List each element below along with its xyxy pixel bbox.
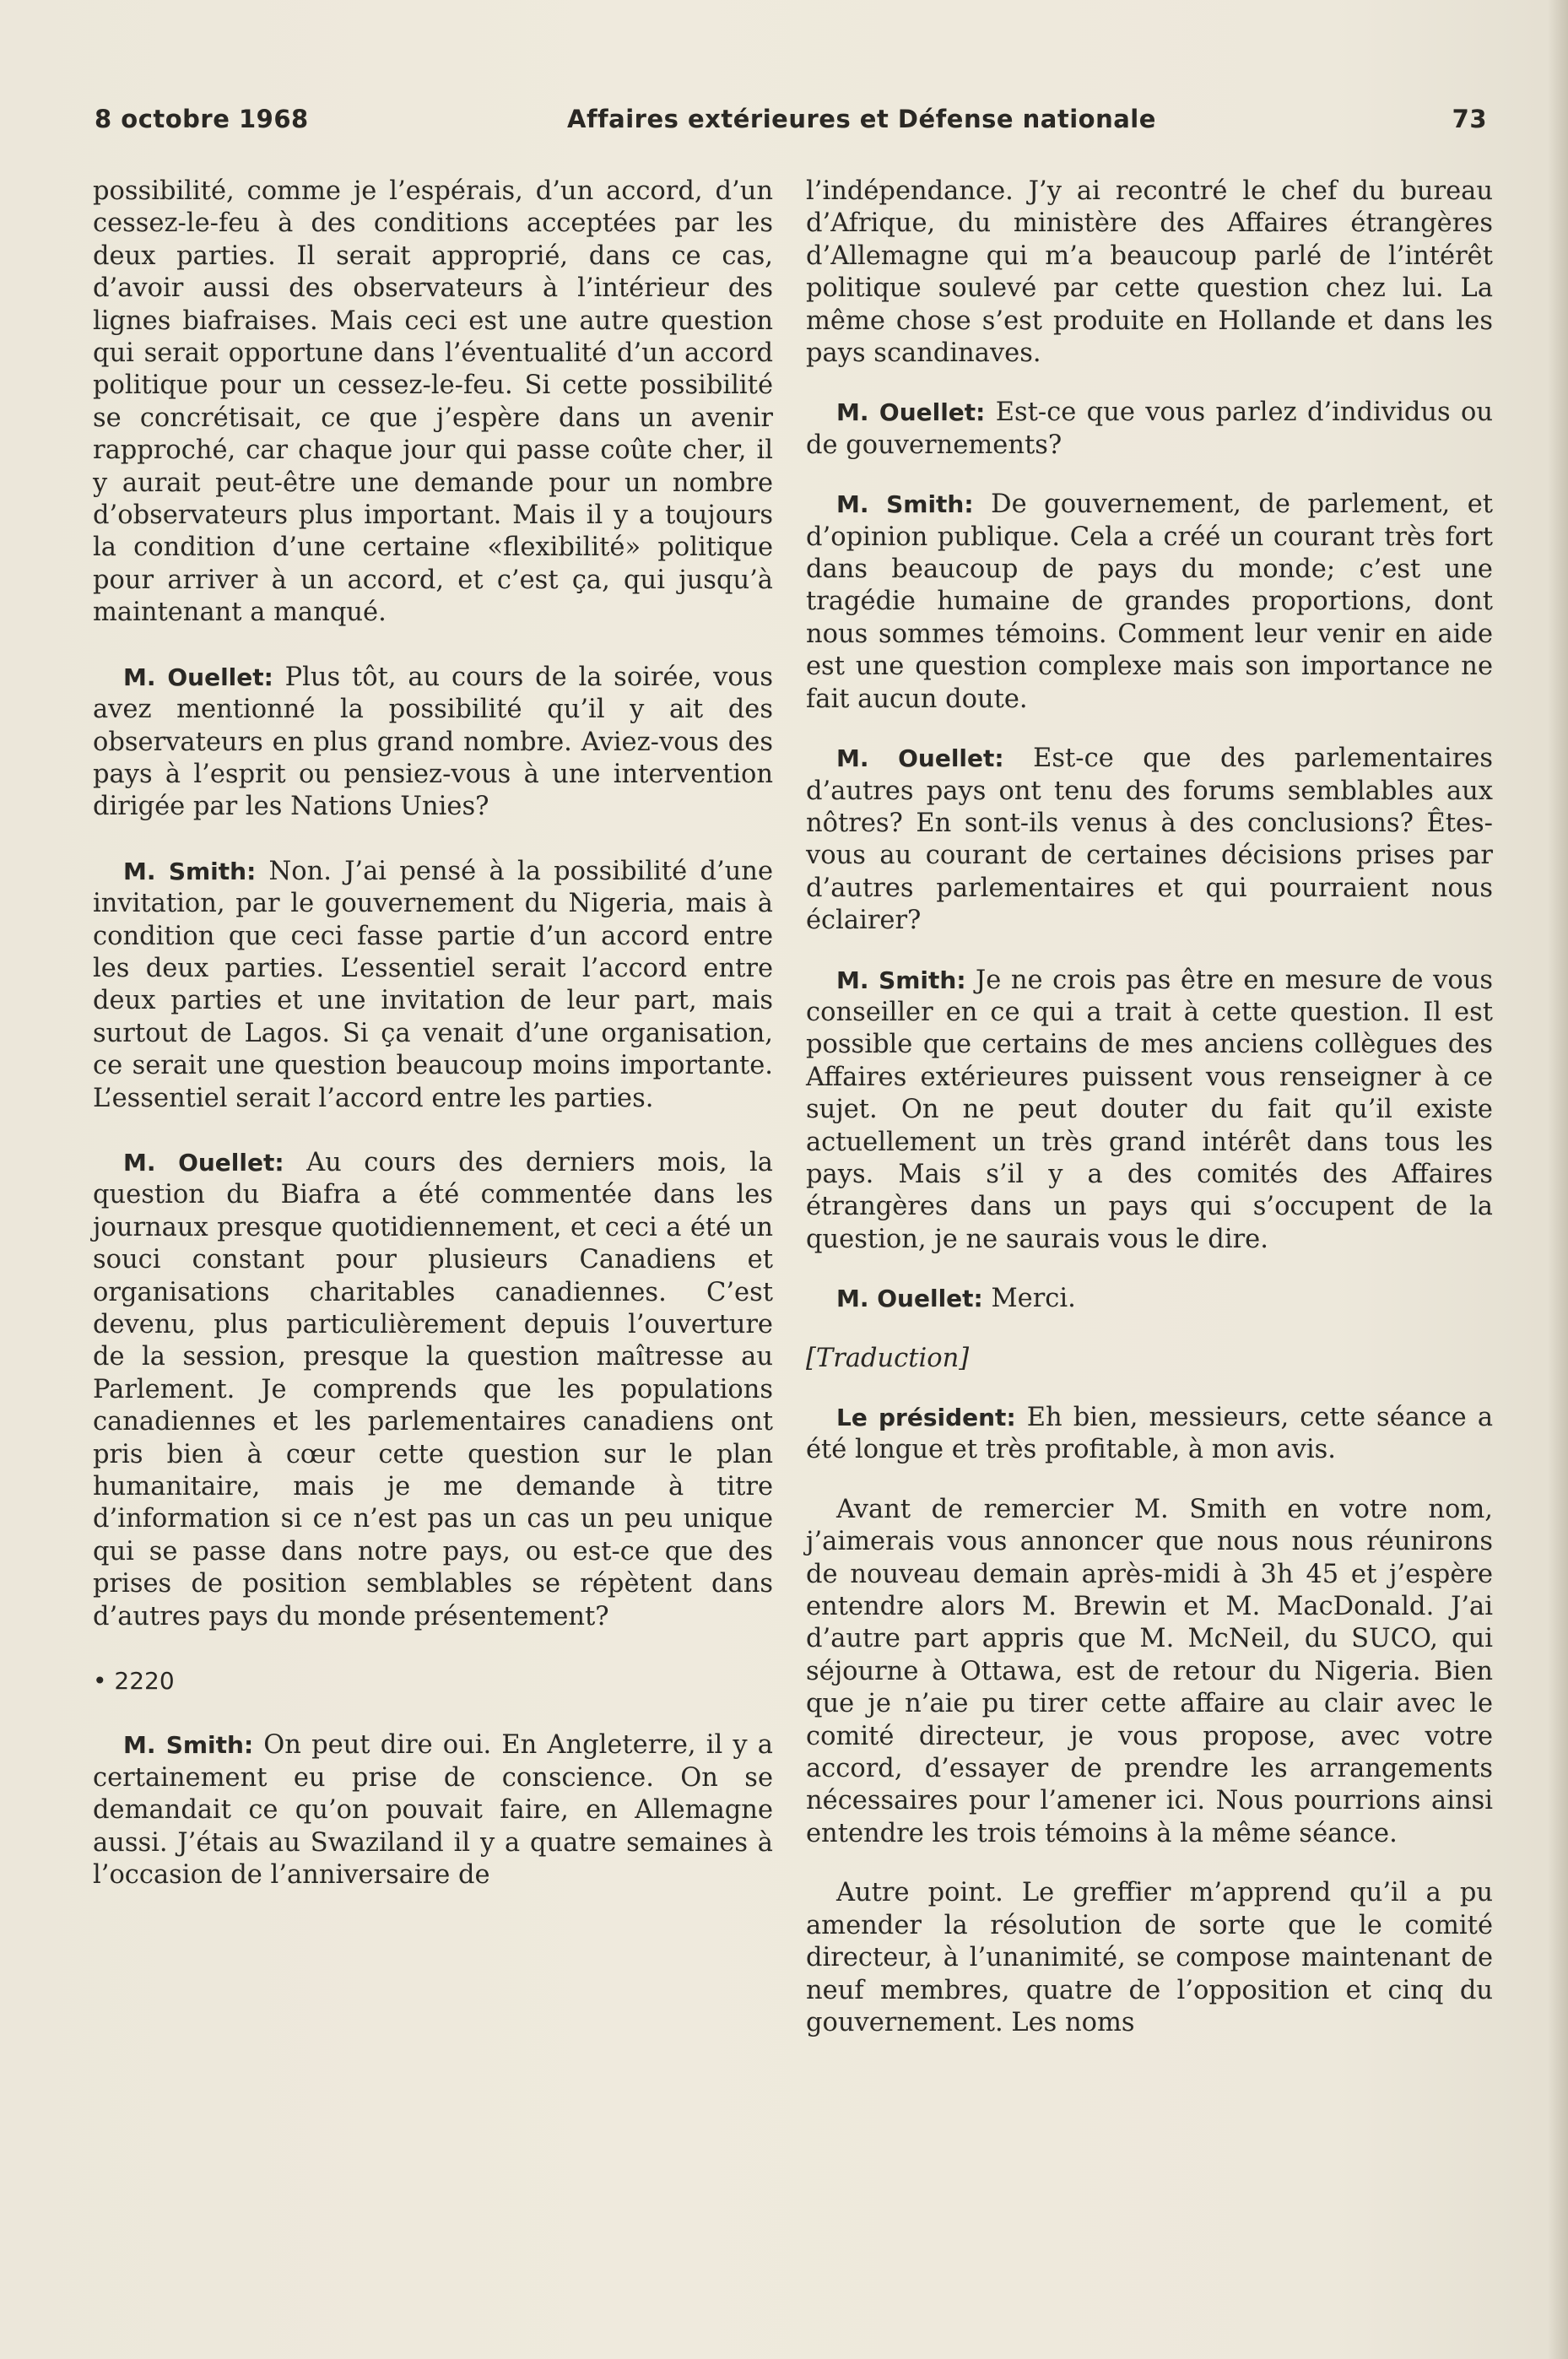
translation-label: [Traduction] <box>806 1343 970 1373</box>
paragraph <box>806 1494 1493 1850</box>
paragraph <box>806 1402 1493 1467</box>
speaker-name: M. Ouellet: <box>836 398 986 427</box>
paragraph <box>93 856 773 1115</box>
paragraph <box>806 965 1493 1257</box>
speaker-name: M. Smith: <box>123 857 257 885</box>
header-date: 8 octobre 1968 <box>95 105 309 133</box>
paragraph-text: Je ne crois pas être en mesure de vous conseiller en ce qui a trait à cette question. Il est possible que certains de mes anciens collègues des Affaires extérieures puissent vous renseigner à ce sujet. On ne peut douter du fait qu’il existe actuellement un très grand intérêt dans tous les pays. Mais s’il y a des comités des Affaires étrangères dans un pays qui s’occupent de la question, je ne saurais vous le dire. <box>806 965 1493 1254</box>
paragraph-text: Eh bien, messieurs, cette séance a été longue et très profitable, à mon avis. <box>806 1403 1493 1465</box>
running-header <box>95 105 1487 147</box>
paragraph-text: Au cours des derniers mois, la question du Biafra a été commentée dans les journaux presque quotidiennement, et ceci a été un souci constant pour plusieurs Canadiens et organisations charitables canadiennes. C’est devenu, plus particulièrement depuis l’ouverture de la session, presque la question maîtresse au Parlement. Je comprends que les populations canadiennes et les parlementaires canadiens ont pris bien à cœur cette question sur le plan humanitaire, mais je me demande à titre d’information si ce n’est pas un cas un peu unique qui se passe dans notre pays, ou est-ce que des prises de position semblables se répètent dans d’autres pays du monde présentement? <box>93 1147 773 1631</box>
paragraph-text: Merci. <box>982 1284 1076 1314</box>
speaker-name: M. Smith: <box>836 490 974 519</box>
paragraph-text: On peut dire oui. En Angleterre, il y a certainement eu prise de conscience. On se demandait ce qu’on pouvait faire, en Allemagne aussi. J’étais au Swaziland il y a quatre semaines à l’occasion de l’anniversaire de <box>93 1730 773 1891</box>
page-number: 73 <box>1452 105 1487 133</box>
speaker-name: M. Ouellet: <box>123 663 273 691</box>
speaker-name: Le président: <box>836 1404 1016 1431</box>
paragraph <box>93 1729 773 1891</box>
paragraph-text: De gouvernement, de parlement, et d’opinion publique. Cela a créé un courant très fort dans beaucoup de pays du monde; c’est une tragédie humaine de grandes proportions, dont nous sommes témoins. Comment leur venir en aide est une question complexe mais son importance ne fait aucun doute. <box>806 490 1494 714</box>
speaker-name: M. Smith: <box>123 1731 254 1760</box>
speaker-name: M. Smith: <box>836 966 966 994</box>
paragraph-text: possibilité, comme je l’espérais, d’un accord, d’un cessez-le-feu à des conditions acceptées par les deux parties. Il serait approprié, dans ce cas, d’avoir aussi des observateurs à l’intérieur des lignes biafraises. Mais ceci est une autre question qui serait opportune dans l’éventualité d’un accord politique pour un cessez-le-feu. Si cette possibilité se concrétisait, ce que j’espère dans un avenir rapproché, car chaque jour qui passe coûte cher, il y aurait peut-être une demande pour un nombre d’observateurs plus important. Mais il y a toujours la condition d’une certaine «flexibilité» politique pour arriver à un accord, et c’est ça, qui jusqu’à maintenant a manqué. <box>93 176 773 628</box>
page-edge-shadow <box>1548 0 1568 2359</box>
paragraph-text: Autre point. Le greffier m’apprend qu’il a pu amender la résolution de sorte que le comité directeur, à l’unanimité, se compose maintenant de neuf membres, quatre de l’opposition et cinq du gouvernement. Les noms <box>806 1878 1493 2037</box>
paragraph <box>806 397 1493 462</box>
paragraph <box>806 176 1493 370</box>
paragraph-text: Est-ce que vous parlez d’individus ou de gouvernements? <box>806 398 1493 460</box>
paragraph-text: Avant de remercier M. Smith en votre nom, j’aimerais vous annoncer que nous nous réunirons de nouveau demain après-midi à 3h 45 et j’espère entendre alors M. Brewin et M. MacDonald. J’ai d’autre part appris que M. McNeil, du SUCO, qui séjourne à Ottawa, est de retour du Nigeria. Bien que je n’aie pu tirer cette affaire au clair avec le comité directeur, je vous propose, avec votre accord, d’essayer de prendre les arrangements nécessaires pour l’amener ici. Nous pourrions ainsi entendre les trois témoins à la même séance. <box>806 1494 1493 1848</box>
paragraph <box>806 489 1493 716</box>
header-title: Affaires extérieures et Défense nationale <box>567 105 1156 133</box>
paragraph-text: Non. J’ai pensé à la possibilité d’une invitation, par le gouvernement du Nigeria, mais à condition que ceci fasse partie d’un accord entre les deux parties. L’essentiel serait l’accord entre deux parties et une invitation de leur part, mais surtout de Lagos. Si ça venait d’une organisation, ce serait une question beaucoup moins importante. L’essentiel serait l’accord entre les parties. <box>93 856 773 1113</box>
speaker-name: M. Ouellet: <box>123 1148 284 1177</box>
paragraph <box>806 1877 1493 2039</box>
speaker-name: M. Ouellet: <box>836 744 1004 773</box>
right-column <box>806 176 1493 2071</box>
paragraph-text: l’indépendance. J’y ai recontré le chef du bureau d’Afrique, du ministère des Affaires étrangères d’Allemagne qui m’a beaucoup parlé de l’intérêt politique soulevé par cette question chez lui. La même chose s’est produite en Hollande et dans les pays scandinaves. <box>806 176 1493 369</box>
paragraph-text: Plus tôt, au cours de la soirée, vous avez mentionné la possibilité qu’il y ait des observateurs en plus grand nombre. Aviez-vous des pays à l’esprit ou pensiez-vous à une intervention dirigée par les Nations Unies? <box>93 662 773 822</box>
paragraph <box>93 176 773 630</box>
left-column <box>93 176 773 1924</box>
paragraph <box>93 1147 773 1633</box>
speaker-name: M. Ouellet: <box>836 1285 983 1313</box>
paragraph <box>806 743 1493 937</box>
paragraph <box>806 1283 1493 1315</box>
paragraph <box>93 662 773 824</box>
time-marker: • 2220 <box>93 1667 175 1696</box>
paragraph-text: Est-ce que des parlementaires d’autres pays ont tenu des forums semblables aux nôtres? En sont-ils venus à des conclusions? Êtes-vous au courant de certaines décisions prises par d’autres parlementaires et qui pourraient nous éclairer? <box>806 744 1493 936</box>
